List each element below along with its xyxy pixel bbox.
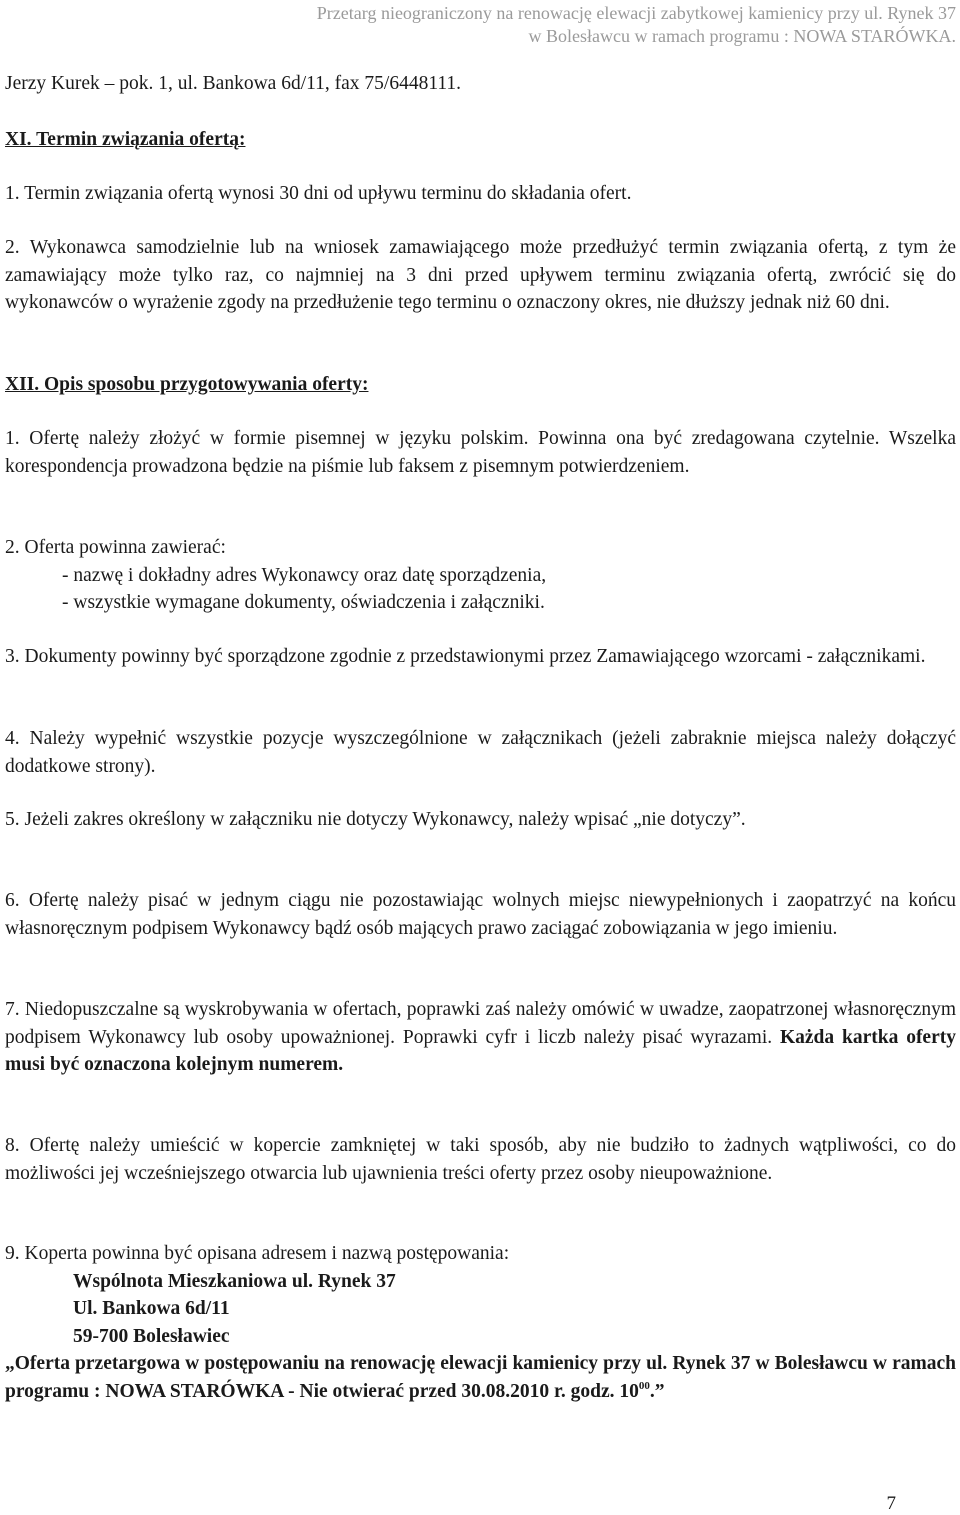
paragraph-2-item: - nazwę i dokładny adres Wykonawcy oraz datę sporządzenia, [62, 564, 547, 586]
section-xii-paragraph-2 [5, 534, 956, 617]
header-line-1: Przetarg nieograniczony na renowację elewacji zabytkowej kamienicy przy ul. Rynek 37 [316, 3, 956, 23]
envelope-address-line: Wspólnota Mieszkaniowa ul. Rynek 37 [73, 1270, 396, 1292]
header-line-2: w Bolesławcu w ramach programu : NOWA STARÓWKA. [528, 26, 956, 46]
envelope-label-superscript: 00 [638, 1379, 650, 1392]
envelope-address-line: 59-700 Bolesławiec [73, 1325, 230, 1347]
section-xii-paragraph-8: 8. Ofertę należy umieścić w kopercie zamkniętej w taki sposób, aby nie budziło to żadnych wątpliwości, co do możliwości jej wcześniejszego otwarcia lub ujawnienia treści oferty przez osoby nieupoważnione. [5, 1135, 956, 1184]
section-xii-paragraph-1: 1. Ofertę należy złożyć w formie pisemnej w języku polskim. Powinna ona być zredagowana czytelnie. Wszelka korespondencja prowadzona będzie na piśmie lub faksem z pisemnym potwierdzeniem. [5, 428, 956, 477]
section-xi-paragraph-2: 2. Wykonawca samodzielnie lub na wniosek zamawiającego może przedłużyć termin związania ofertą, z tym że zamawiający może tylko raz, co najmniej na 3 dni przed upływem terminu związania ofertą, zwrócić się do wykonawców o wyrażenie zgody na przedłużenie tego terminu o oznaczony okres, nie dłuższy jednak niż 60 dni. [5, 237, 956, 313]
paragraph-7-text: 7. Niedopuszczalne są wyskrobywania w ofertach, poprawki zaś należy omówić w uwadze, zaopatrzonej własnoręcznym podpisem Wykonawcy lub osoby upoważnionej. Poprawki cyfr i liczb należy pisać wyrazami. [5, 999, 956, 1048]
envelope-label-end: .” [649, 1380, 665, 1402]
section-xi-heading: XI. Termin związania ofertą: [5, 129, 246, 150]
section-xii-paragraph-6: 6. Ofertę należy pisać w jednym ciągu nie pozostawiając wolnych miejsc niewypełnionych i zaopatrzyć na końcu własnoręcznym podpisem Wykonawcy bądź osób mających prawo zaciągać zobowiązania w jego imieniu. [5, 890, 956, 939]
section-xii-heading: XII. Opis sposobu przygotowywania oferty: [5, 374, 369, 395]
page-number: 7 [886, 1493, 896, 1514]
paragraph-7-bold-text: Każda kartka oferty musi być oznaczona kolejnym numerem. [5, 1026, 956, 1075]
paragraph-9-intro: 9. Koperta powinna być opisana adresem i nazwą postępowania: [5, 1243, 510, 1264]
contact-line: Jerzy Kurek – pok. 1, ul. Bankowa 6d/11, fax 75/6448111. [5, 73, 462, 94]
section-xii-paragraph-9 [5, 1240, 956, 1405]
envelope-label-text [5, 1350, 956, 1405]
section-xi-paragraph-1: 1. Termin związania ofertą wynosi 30 dni od upływu terminu do składania ofert. [5, 183, 632, 204]
paragraph-2-item: - wszystkie wymagane dokumenty, oświadczenia i załączniki. [62, 592, 545, 613]
envelope-address-line: Ul. Bankowa 6d/11 [73, 1298, 230, 1319]
section-xii-paragraph-7 [5, 996, 956, 1079]
section-xii-paragraph-4: 4. Należy wypełnić wszystkie pozycje wyszczególnione w załącznikach (jeżeli zabraknie miejsca należy dołączyć dodatkowe strony). [5, 728, 956, 777]
section-xii-paragraph-3: 3. Dokumenty powinny być sporządzone zgodnie z przedstawionymi przez Zamawiającego wzorcami - załącznikami. [5, 646, 926, 667]
page-header [317, 2, 956, 48]
envelope-label-main: „Oferta przetargowa w postępowaniu na renowację elewacji kamienicy przy ul. Rynek 37 w Bolesławcu w ramach programu : NOWA STARÓWKA - Nie otwierać przed 30.08.2010 r. godz. 10 [5, 1353, 956, 1402]
section-xii-paragraph-5: 5. Jeżeli zakres określony w załączniku nie dotyczy Wykonawcy, należy wpisać „nie dotyczy”. [5, 809, 746, 830]
paragraph-2-intro: 2. Oferta powinna zawierać: [5, 537, 226, 558]
